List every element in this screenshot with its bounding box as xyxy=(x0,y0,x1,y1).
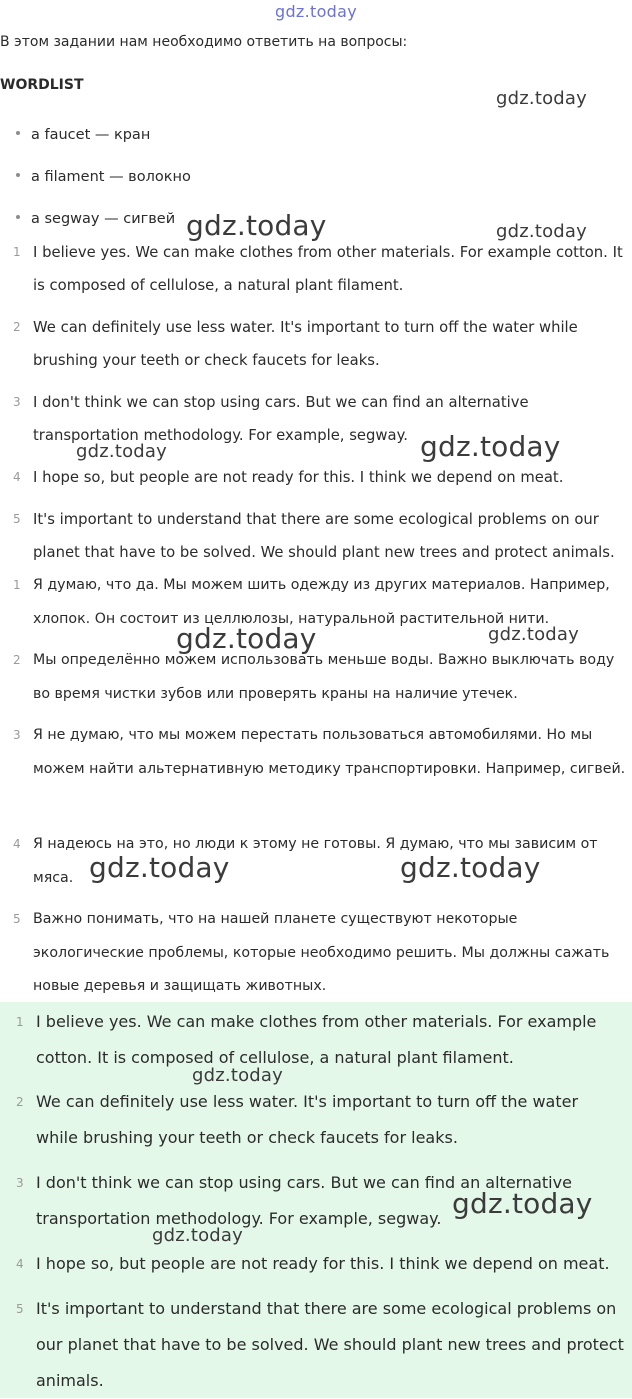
answer-text: I don't think we can stop using cars. But we can find an alternative transportation methodology. For example, segway. xyxy=(36,1173,572,1228)
bullet-dot-icon xyxy=(16,215,20,219)
intro-text: В этом задании нам необходимо ответить на вопросы: xyxy=(0,34,408,50)
answer-number: 5 xyxy=(13,912,21,926)
answer-text: It's important to understand that there are some ecological problems on our planet that have to be solved. We should plant new trees and protect animals. xyxy=(33,511,615,561)
watermark: gdz.today xyxy=(488,624,580,645)
watermark: gdz.today xyxy=(152,1225,244,1246)
answer-text: Важно понимать, что на нашей планете существуют некоторые экологические проблемы, которые необходимо решить. Мы должны сажать новые деревья и защищать животных. xyxy=(33,911,610,994)
watermark: gdz.today xyxy=(176,622,317,655)
answer-number: 1 xyxy=(16,1015,24,1029)
answer-number: 5 xyxy=(16,1302,24,1316)
watermark: gdz.today xyxy=(496,221,588,242)
answer-number: 5 xyxy=(13,512,21,526)
wordlist-heading: WORDLIST xyxy=(0,77,84,93)
watermark: gdz.today xyxy=(420,430,561,463)
watermark: gdz.today xyxy=(89,851,230,884)
answer-number: 4 xyxy=(16,1257,24,1271)
watermark: gdz.today xyxy=(452,1187,593,1220)
watermark: gdz.today xyxy=(496,88,588,109)
answer-number: 3 xyxy=(13,395,21,409)
answer-number: 1 xyxy=(13,245,21,259)
bullet-dot-icon xyxy=(16,131,20,135)
answer-text: We can definitely use less water. It's important to turn off the water while brushing your teeth or check faucets for leaks. xyxy=(33,319,578,369)
answer-text: It's important to understand that there are some ecological problems on our planet that have to be solved. We should plant new trees and protect animals. xyxy=(36,1299,624,1390)
watermark: gdz.today xyxy=(400,851,541,884)
site-watermark-top: gdz.today xyxy=(275,2,357,21)
answer-number: 1 xyxy=(13,578,21,592)
answer-number: 2 xyxy=(13,320,21,334)
answer-number: 3 xyxy=(13,728,21,742)
watermark: gdz.today xyxy=(186,209,327,242)
watermark: gdz.today xyxy=(192,1065,284,1086)
answer-text: Я не думаю, что мы можем перестать пользоваться автомобилями. Но мы можем найти альтернативную методику транспортировки. Например, сигвей. xyxy=(33,727,626,777)
answer-text: Я надеюсь на это, но люди к этому не готовы. Я думаю, что мы зависим от мяса. xyxy=(33,836,598,886)
wordlist-item: a faucet — кран xyxy=(16,127,150,143)
answer-number: 3 xyxy=(16,1176,24,1190)
answer-text: I believe yes. We can make clothes from other materials. For example cotton. It is composed of cellulose, a natural plant filament. xyxy=(33,244,623,294)
bullet-dot-icon xyxy=(16,173,20,177)
answer-text: Мы определённо можем использовать меньше воды. Важно выключать воду во время чистки зубов или проверять краны на наличие утечек. xyxy=(33,652,615,702)
answer-number: 4 xyxy=(13,470,21,484)
answer-text: I hope so, but people are not ready for this. I think we depend on meat. xyxy=(33,469,564,486)
answer-text: I don't think we can stop using cars. But we can find an alternative transportation methodology. For example, segway. xyxy=(33,394,529,444)
answer-number: 2 xyxy=(16,1095,24,1109)
answer-number: 4 xyxy=(13,837,21,851)
answer-number: 2 xyxy=(13,653,21,667)
answer-text: Я думаю, что да. Мы можем шить одежду из других материалов. Например, хлопок. Он состоит из целлюлозы, натуральной растительной нити. xyxy=(33,577,610,627)
answer-text: I hope so, but people are not ready for this. I think we depend on meat. xyxy=(36,1254,610,1273)
watermark: gdz.today xyxy=(76,441,168,462)
answer-text: We can definitely use less water. It's important to turn off the water while brushing your teeth or check faucets for leaks. xyxy=(36,1092,579,1147)
answer-text: I believe yes. We can make clothes from other materials. For example cotton. It is composed of cellulose, a natural plant filament. xyxy=(36,1012,597,1067)
wordlist-item: a segway — сигвей xyxy=(16,211,175,227)
wordlist-item: a filament — волокно xyxy=(16,169,191,185)
